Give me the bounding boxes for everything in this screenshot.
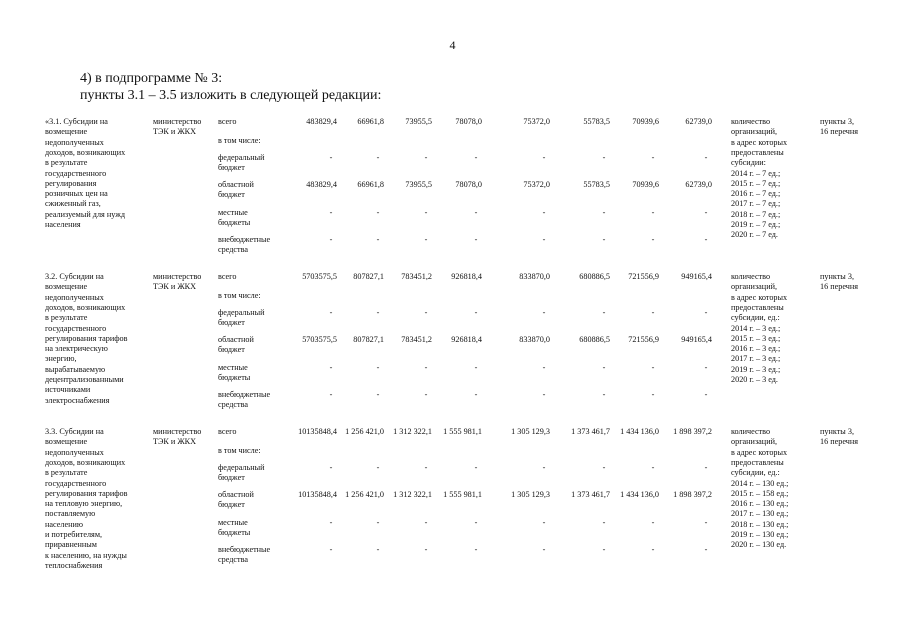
amount-cell: - xyxy=(542,208,546,217)
indicator-line: субсидии, ед.: xyxy=(731,468,780,478)
amount-cell: - xyxy=(329,545,333,554)
indicator-line: предоставлены xyxy=(731,457,784,467)
amount-cell: - xyxy=(542,545,546,554)
amount-cell: - xyxy=(376,518,380,527)
amount-cell: 62739,0 xyxy=(685,180,712,189)
measure-name-line: децентрализованными xyxy=(45,375,124,384)
amount-cell: - xyxy=(474,208,478,217)
executor-line: ТЭК и ЖКХ xyxy=(153,282,197,292)
indicator-line: 2020 г. – 3 ед. xyxy=(731,375,778,384)
amount-cell: - xyxy=(704,235,708,244)
measure-name-line: вырабатываемую xyxy=(45,364,106,374)
amount-cell: - xyxy=(704,518,708,527)
page-number: 4 xyxy=(449,38,456,52)
amount-cell: - xyxy=(602,153,606,162)
measure-name-line: поставляемую xyxy=(45,509,96,519)
amount-cell: 807827,1 xyxy=(353,272,384,281)
indicator-line: в адрес которых xyxy=(731,447,788,457)
amount-cell: 10135848,4 xyxy=(298,427,337,436)
heading-line-subprogram: 4) в подпрограмме № 3: xyxy=(80,71,223,86)
amount-cell: 5703575,5 xyxy=(302,335,337,344)
amount-cell: 1 555 981,1 xyxy=(443,427,482,436)
amount-cell: - xyxy=(542,390,546,399)
indicator-line: 2018 г. – 130 ед.; xyxy=(731,519,789,529)
amount-cell: - xyxy=(651,308,655,317)
amount-cell: - xyxy=(542,518,546,527)
indicator-line: 2016 г. – 3 ед.; xyxy=(731,344,781,354)
measure-name-line: возмещение xyxy=(45,437,88,447)
amount-cell: - xyxy=(704,208,708,217)
measure-name-line: доходов, возникающих xyxy=(45,147,126,157)
amount-cell: 1 373 461,7 xyxy=(571,427,610,436)
funding-source-label: в том числе: xyxy=(218,291,261,300)
funding-source-label: бюджеты xyxy=(218,373,251,383)
amount-cell: 1 312 322,1 xyxy=(393,490,432,499)
indicator-line: 2017 г. – 3 ед.; xyxy=(731,354,781,364)
amount-cell: - xyxy=(376,463,380,472)
amount-cell: 1 434 136,0 xyxy=(620,427,659,436)
measure-name-line: 3.2. Субсидии на xyxy=(45,272,104,281)
amount-cell: 483829,4 xyxy=(306,117,337,126)
amount-cell: - xyxy=(424,153,428,162)
amount-cell: - xyxy=(602,235,606,244)
amount-cell: 1 373 461,7 xyxy=(571,490,610,499)
amount-cell: 78078,0 xyxy=(455,117,482,126)
indicator-line: 2015 г. – 3 ед.; xyxy=(731,333,781,343)
amount-cell: - xyxy=(424,208,428,217)
amount-cell: 926818,4 xyxy=(451,272,482,281)
amount-cell: - xyxy=(376,235,380,244)
amount-cell: - xyxy=(704,390,708,399)
amount-cell: - xyxy=(474,363,478,372)
amount-cell: 10135848,4 xyxy=(298,490,337,499)
amount-cell: 62739,0 xyxy=(685,117,712,126)
executor-line: ТЭК и ЖКХ xyxy=(153,437,197,447)
indicator-line: количество xyxy=(731,117,771,126)
amount-cell: 66961,8 xyxy=(357,117,384,126)
reference-line: 16 перечня xyxy=(820,437,859,447)
measure-name-line: государственного xyxy=(45,478,107,488)
amount-cell: 833870,0 xyxy=(519,335,550,344)
funding-source-label: местные xyxy=(218,363,248,372)
amount-cell: 833870,0 xyxy=(519,272,550,281)
amount-cell: 1 256 421,0 xyxy=(345,490,384,499)
amount-cell: - xyxy=(704,363,708,372)
amount-cell: - xyxy=(329,363,333,372)
amount-cell: - xyxy=(376,208,380,217)
indicator-line: субсидии, ед.: xyxy=(731,313,780,323)
measure-name-line: и потребителям, xyxy=(45,530,103,539)
measure-name-line: 3.3. Субсидии на xyxy=(45,427,104,436)
amount-cell: 55783,5 xyxy=(583,180,610,189)
amount-cell: 5703575,5 xyxy=(302,272,337,281)
document-heading xyxy=(80,70,381,104)
funding-source-label: средства xyxy=(218,245,249,255)
amount-cell: - xyxy=(542,235,546,244)
funding-source-label: всего xyxy=(218,272,237,281)
measure-name-line: в результате xyxy=(45,158,88,168)
funding-source-label: федеральный xyxy=(218,463,265,472)
amount-cell: - xyxy=(329,208,333,217)
indicator-line: 2016 г. – 7 ед.; xyxy=(731,189,781,199)
executor-line: министерство xyxy=(153,427,202,436)
funding-source-label: бюджеты xyxy=(218,218,251,228)
indicator-line: организаций, xyxy=(731,127,778,137)
amount-cell: - xyxy=(329,235,333,244)
amount-cell: 1 898 397,2 xyxy=(673,490,712,499)
measure-name-line: на тепловую энергию, xyxy=(45,499,123,509)
indicator-line: организаций, xyxy=(731,282,778,292)
amount-cell: 807827,1 xyxy=(353,335,384,344)
funding-source-label: бюджет xyxy=(218,163,245,173)
measure-name-line: приравненным xyxy=(45,540,97,550)
amount-cell: - xyxy=(474,463,478,472)
funding-source-label: бюджет xyxy=(218,190,245,200)
indicator-line: предоставлены xyxy=(731,147,784,157)
amount-cell: - xyxy=(424,363,428,372)
amount-cell: 73955,5 xyxy=(405,117,432,126)
amount-cell: - xyxy=(474,308,478,317)
funding-source-label: средства xyxy=(218,400,249,410)
amount-cell: - xyxy=(376,153,380,162)
amount-cell: - xyxy=(329,308,333,317)
indicator-line: предоставлены xyxy=(731,302,784,312)
indicator-line: 2019 г. – 7 ед.; xyxy=(731,220,781,229)
indicator-line: 2019 г. – 3 ед.; xyxy=(731,364,781,374)
reference-line: 16 перечня xyxy=(820,127,859,137)
measure-name-line: теплоснабжения xyxy=(45,560,103,570)
amount-cell: - xyxy=(602,518,606,527)
measure-name-line: возмещение xyxy=(45,127,88,137)
measure-name-line: регулирования тарифов xyxy=(45,333,128,343)
funding-source-label: внебюджетные xyxy=(218,235,271,244)
amount-cell: - xyxy=(602,463,606,472)
indicator-line: 2019 г. – 130 ед.; xyxy=(731,530,789,539)
funding-source-label: бюджет xyxy=(218,500,245,510)
indicator-line: субсидии: xyxy=(731,158,766,168)
amount-cell: - xyxy=(424,545,428,554)
amount-cell: 1 312 322,1 xyxy=(393,427,432,436)
funding-source-label: внебюджетные xyxy=(218,545,271,554)
amount-cell: - xyxy=(704,545,708,554)
measure-name-line: государственного xyxy=(45,168,107,178)
measure-name-line: недополученных xyxy=(45,292,104,302)
measure-name-line: государственного xyxy=(45,323,107,333)
amount-cell: - xyxy=(376,390,380,399)
measure-name-line: энергию, xyxy=(45,354,77,364)
amount-cell: - xyxy=(474,545,478,554)
funding-source-label: в том числе: xyxy=(218,136,261,145)
measure-name-line: регулирования xyxy=(45,178,97,188)
indicator-line: 2014 г. – 3 ед.; xyxy=(731,323,781,333)
amount-cell: - xyxy=(602,390,606,399)
amount-cell: - xyxy=(424,463,428,472)
amount-cell: 1 305 129,3 xyxy=(511,490,550,499)
amount-cell: - xyxy=(474,153,478,162)
amount-cell: - xyxy=(424,308,428,317)
reference-line: пункты 3, xyxy=(820,272,854,281)
funding-source-label: в том числе: xyxy=(218,446,261,455)
amount-cell: 55783,5 xyxy=(583,117,610,126)
amount-cell: 926818,4 xyxy=(451,335,482,344)
amount-cell: 1 256 421,0 xyxy=(345,427,384,436)
amount-cell: - xyxy=(602,363,606,372)
funding-source-label: федеральный xyxy=(218,153,265,162)
indicator-line: 2014 г. – 7 ед.; xyxy=(731,168,781,178)
indicator-line: 2014 г. – 130 ед.; xyxy=(731,478,789,488)
measure-name-line: недополученных xyxy=(45,137,104,147)
indicator-line: 2015 г. – 7 ед.; xyxy=(731,178,781,188)
funding-source-label: местные xyxy=(218,208,248,217)
amount-cell: 783451,2 xyxy=(401,335,432,344)
amount-cell: - xyxy=(329,390,333,399)
amount-cell: - xyxy=(651,518,655,527)
indicator-line: в адрес которых xyxy=(731,137,788,147)
amount-cell: - xyxy=(376,363,380,372)
reference-line: пункты 3, xyxy=(820,117,854,126)
funding-source-label: бюджет xyxy=(218,345,245,355)
amount-cell: 70939,6 xyxy=(632,180,659,189)
executor-line: министерство xyxy=(153,117,202,126)
amount-cell: 66961,8 xyxy=(357,180,384,189)
amount-cell: 680886,5 xyxy=(579,335,610,344)
funding-source-label: местные xyxy=(218,518,248,527)
measure-name-line: регулирования тарифов xyxy=(45,488,128,498)
funding-source-label: бюджеты xyxy=(218,528,251,538)
indicator-line: количество xyxy=(731,272,771,281)
amount-cell: 73955,5 xyxy=(405,180,432,189)
amount-cell: 949165,4 xyxy=(681,335,712,344)
amount-cell: - xyxy=(602,545,606,554)
amount-cell: - xyxy=(542,463,546,472)
amount-cell: 75372,0 xyxy=(523,180,550,189)
amount-cell: - xyxy=(329,463,333,472)
measure-name-line: «3.1. Субсидии на xyxy=(45,117,108,126)
measure-name-line: недополученных xyxy=(45,447,104,457)
amount-cell: - xyxy=(376,545,380,554)
amount-cell: 783451,2 xyxy=(401,272,432,281)
amount-cell: 1 898 397,2 xyxy=(673,427,712,436)
amount-cell: - xyxy=(651,235,655,244)
funding-source-label: бюджет xyxy=(218,318,245,328)
indicator-line: 2017 г. – 7 ед.; xyxy=(731,199,781,209)
amount-cell: - xyxy=(474,390,478,399)
indicator-line: 2015 г. – 158 ед.; xyxy=(731,488,789,498)
amount-cell: - xyxy=(651,545,655,554)
amount-cell: - xyxy=(651,208,655,217)
indicator-line: 2018 г. – 7 ед.; xyxy=(731,209,781,219)
amount-cell: - xyxy=(329,518,333,527)
measure-name-line: населению xyxy=(45,519,83,529)
measure-name-line: сжиженный газ, xyxy=(45,199,101,209)
amount-cell: - xyxy=(329,153,333,162)
funding-source-label: внебюджетные xyxy=(218,390,271,399)
amount-cell: 1 434 136,0 xyxy=(620,490,659,499)
indicator-line: 2016 г. – 130 ед.; xyxy=(731,499,789,509)
amount-cell: 483829,4 xyxy=(306,180,337,189)
measure-name-line: в результате xyxy=(45,468,88,478)
measure-name-line: электроснабжения xyxy=(45,395,110,405)
amount-cell: - xyxy=(542,153,546,162)
amount-cell: - xyxy=(602,308,606,317)
amount-cell: - xyxy=(474,235,478,244)
amount-cell: 721556,9 xyxy=(628,272,659,281)
amount-cell: - xyxy=(704,463,708,472)
indicator-line: количество xyxy=(731,427,771,436)
amount-cell: - xyxy=(704,153,708,162)
amount-cell: - xyxy=(651,153,655,162)
funding-source-label: областной xyxy=(218,335,254,344)
amount-cell: - xyxy=(704,308,708,317)
amount-cell: - xyxy=(602,208,606,217)
funding-source-label: средства xyxy=(218,555,249,565)
amount-cell: 75372,0 xyxy=(523,117,550,126)
amount-cell: - xyxy=(651,463,655,472)
indicator-line: 2017 г. – 130 ед.; xyxy=(731,509,789,519)
measure-name-line: возмещение xyxy=(45,282,88,292)
amount-cell: 680886,5 xyxy=(579,272,610,281)
indicator-line: организаций, xyxy=(731,437,778,447)
funding-source-label: федеральный xyxy=(218,308,265,317)
amount-cell: 1 305 129,3 xyxy=(511,427,550,436)
executor-line: министерство xyxy=(153,272,202,281)
measure-name-line: источниками xyxy=(45,385,91,395)
amount-cell: - xyxy=(424,390,428,399)
amount-cell: - xyxy=(474,518,478,527)
measure-name-line: населения xyxy=(45,220,81,229)
amount-cell: 1 555 981,1 xyxy=(443,490,482,499)
amount-cell: 78078,0 xyxy=(455,180,482,189)
funding-source-label: областной xyxy=(218,180,254,189)
measure-name-line: к населению, на нужды xyxy=(45,550,127,560)
amount-cell: - xyxy=(376,308,380,317)
indicator-line: в адрес которых xyxy=(731,292,788,302)
amount-cell: - xyxy=(651,390,655,399)
funding-source-label: всего xyxy=(218,427,237,436)
indicator-line: 2020 г. – 7 ед. xyxy=(731,230,778,240)
reference-line: пункты 3, xyxy=(820,427,854,436)
heading-line-instruction: пункты 3.1 – 3.5 изложить в следующей редакции: xyxy=(80,88,382,103)
measure-name-line: на электрическую xyxy=(45,344,108,354)
amount-cell: - xyxy=(424,518,428,527)
amount-cell: 949165,4 xyxy=(681,272,712,281)
amount-cell: - xyxy=(424,235,428,244)
amount-cell: - xyxy=(542,363,546,372)
reference-line: 16 перечня xyxy=(820,282,859,292)
executor-line: ТЭК и ЖКХ xyxy=(153,127,197,137)
measure-name-line: доходов, возникающих xyxy=(45,457,126,467)
measure-name-line: доходов, возникающих xyxy=(45,302,126,312)
funding-source-label: областной xyxy=(218,490,254,499)
amount-cell: - xyxy=(542,308,546,317)
amount-cell: 721556,9 xyxy=(628,335,659,344)
measure-name-line: розничных цен на xyxy=(45,189,108,199)
measure-name-line: реализуемый для нужд xyxy=(45,209,126,219)
amount-cell: - xyxy=(651,363,655,372)
measure-name-line: в результате xyxy=(45,313,88,323)
funding-source-label: всего xyxy=(218,117,237,126)
funding-source-label: бюджет xyxy=(218,473,245,483)
amount-cell: 70939,6 xyxy=(632,117,659,126)
indicator-line: 2020 г. – 130 ед. xyxy=(731,540,787,550)
